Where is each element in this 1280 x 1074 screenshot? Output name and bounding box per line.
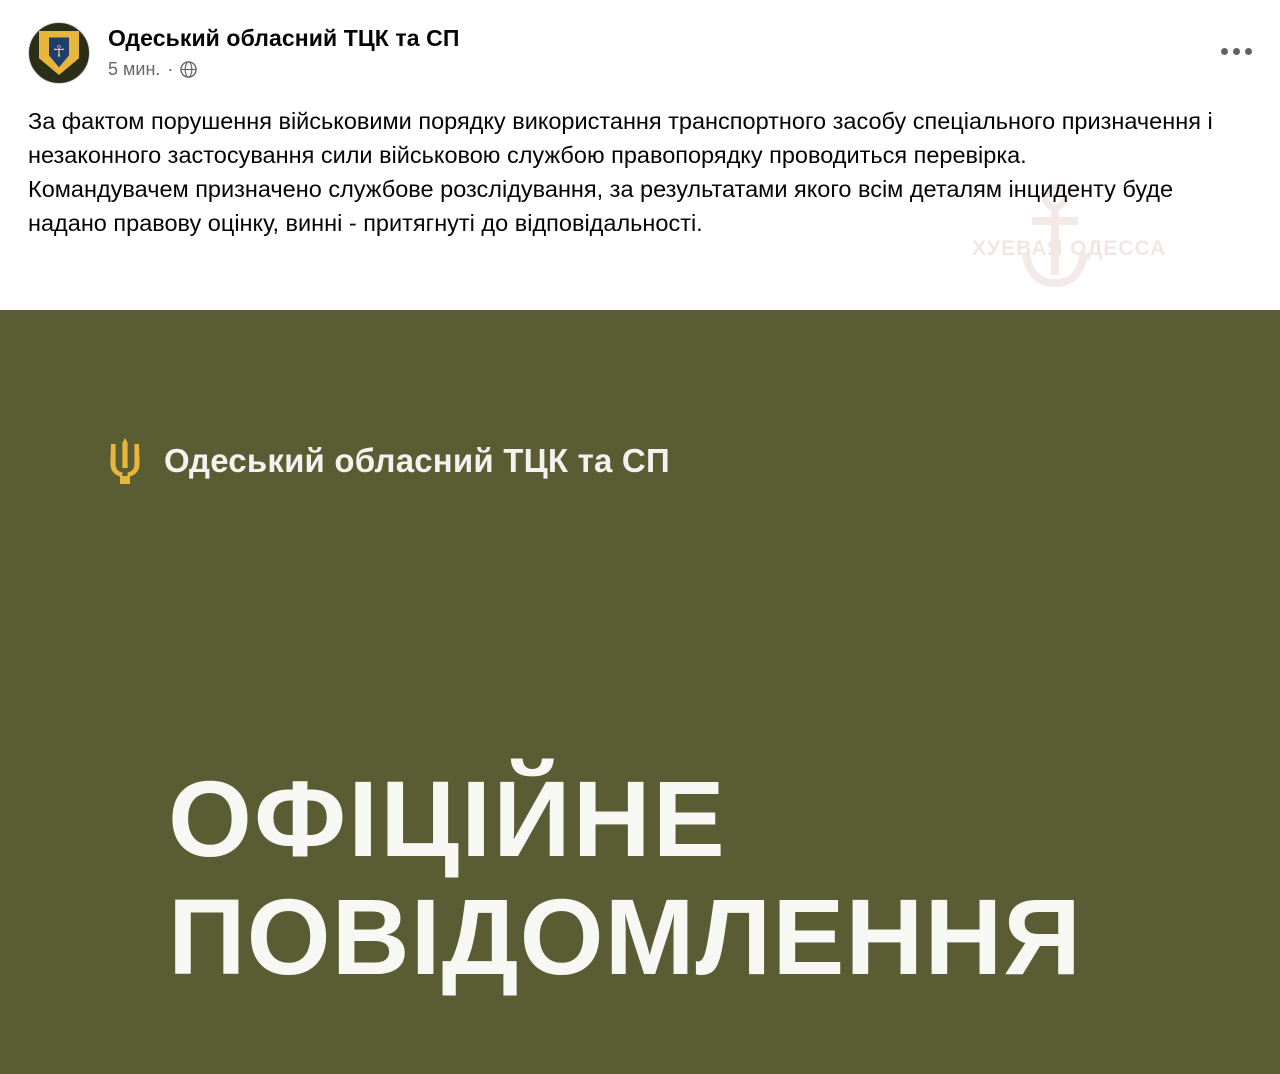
post-paragraph: За фактом порушення військовими порядку використання транспортного засобу спеціального призначення і незаконного застосування сили військовою службою правопорядку проводиться перевірка. <box>28 108 1213 168</box>
post-attachment-image[interactable] <box>0 310 1280 1074</box>
avatar[interactable] <box>28 22 90 84</box>
attachment-headline <box>168 760 1082 996</box>
ellipsis-dot <box>1245 48 1252 55</box>
trident-icon: ☥ <box>53 41 65 61</box>
post-body <box>0 90 1280 256</box>
post-header <box>0 0 1280 90</box>
post-meta <box>108 58 460 80</box>
trident-icon <box>108 438 142 484</box>
ellipsis-dot <box>1233 48 1240 55</box>
attachment-brand-title: Одеський обласний ТЦК та СП <box>164 442 670 479</box>
meta-separator: · <box>167 59 174 79</box>
ellipsis-dot <box>1221 48 1228 55</box>
attachment-headline-line-1: ОФІЦІЙНЕ <box>168 758 727 879</box>
page-name[interactable]: Одеський обласний ТЦК та СП <box>108 25 460 51</box>
post-paragraph: Командувачем призначено службове розслідування, за результатами якого всім деталям інциденту буде надано правову оцінку, винні - притягнуті до відповідальності. <box>28 176 1174 236</box>
watermark-text: ХУЕВАЯ ОДЕССА <box>972 237 1167 260</box>
post-timestamp[interactable]: 5 мин. <box>108 59 161 79</box>
header-text <box>108 22 460 80</box>
globe-icon[interactable] <box>180 61 197 78</box>
attachment-headline-line-2: ПОВІДОМЛЕННЯ <box>168 876 1082 997</box>
post-options-button[interactable] <box>1216 38 1256 64</box>
attachment-brand <box>108 438 670 484</box>
